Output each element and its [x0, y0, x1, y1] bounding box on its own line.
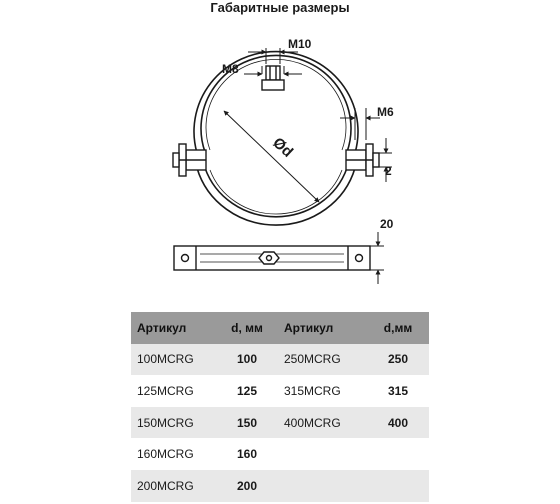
cell-article: 200MCRG — [131, 470, 216, 502]
page-title: Габаритные размеры — [210, 0, 350, 15]
label-gap: 2 — [385, 164, 392, 178]
cell-diameter: 200 — [216, 470, 278, 502]
top-nut — [262, 66, 284, 90]
table-row — [131, 470, 429, 502]
dim-diameter — [224, 111, 319, 202]
cell-article: 125MCRG — [131, 375, 216, 407]
table-row — [131, 438, 429, 470]
cell-diameter: 125 — [216, 375, 278, 407]
label-m8: M8 — [222, 62, 239, 76]
label-height: 20 — [380, 217, 394, 231]
cell-article: 150MCRG — [131, 407, 216, 439]
cell-article — [278, 470, 367, 502]
cell-diameter — [367, 438, 429, 470]
header-article-2: Артикул — [278, 312, 367, 344]
header-diameter-2: d,мм — [367, 312, 429, 344]
cell-article: 160MCRG — [131, 438, 216, 470]
table-header-row — [131, 312, 429, 344]
cell-diameter: 400 — [367, 407, 429, 439]
header-article-1: Артикул — [131, 312, 216, 344]
cell-diameter: 100 — [216, 344, 278, 376]
cell-article: 400MCRG — [278, 407, 367, 439]
table-row — [131, 344, 429, 376]
label-m6: M6 — [377, 105, 394, 119]
right-bolt — [346, 144, 379, 176]
cell-diameter: 150 — [216, 407, 278, 439]
cell-diameter: 160 — [216, 438, 278, 470]
label-diameter: Ød — [269, 134, 297, 161]
cell-diameter: 250 — [367, 344, 429, 376]
cell-diameter — [367, 470, 429, 502]
header-diameter-1: d, мм — [216, 312, 278, 344]
cell-article: 315MCRG — [278, 375, 367, 407]
table-row — [131, 375, 429, 407]
label-m10: M10 — [288, 37, 312, 51]
cell-article — [278, 438, 367, 470]
cell-article: 250MCRG — [278, 344, 367, 376]
spec-table — [131, 312, 429, 502]
cell-article: 100MCRG — [131, 344, 216, 376]
side-view-strip — [174, 246, 370, 270]
dim-height — [370, 232, 384, 284]
left-bolt — [173, 144, 206, 176]
table-row — [131, 407, 429, 439]
cell-diameter: 315 — [367, 375, 429, 407]
